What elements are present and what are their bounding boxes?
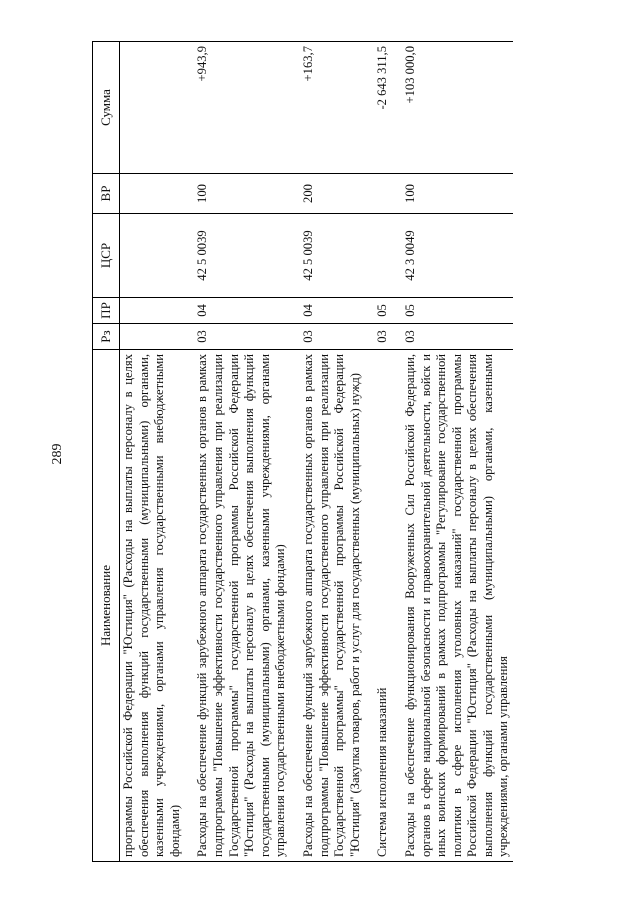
row-vr [374,174,392,214]
table-header [93,42,120,862]
row-sum: -2 643 311,5 [374,42,392,174]
row-csr: 42 3 0049 [402,214,513,298]
row-csr [120,214,185,298]
row-vr: 100 [402,174,513,214]
table-row [374,42,392,862]
row-pr: 05 [374,298,392,324]
row-sum: +103 000,0 [402,42,513,174]
row-rz: 03 [300,324,364,350]
table-row [194,42,290,862]
row-rz [120,324,185,350]
row-vr: 200 [300,174,364,214]
header-vr: ВР [93,174,120,214]
row-rz: 03 [402,324,513,350]
row-sum: +943,9 [194,42,290,174]
row-csr: 42 5 0039 [194,214,290,298]
row-sum [120,42,185,174]
header-pr: ПР [93,298,120,324]
row-vr [120,174,185,214]
row-vr: 100 [194,174,290,214]
row-csr: 42 5 0039 [300,214,364,298]
table-row [402,42,513,862]
row-name: Система исполнения наказаний [374,350,392,862]
row-sum: +163,7 [300,42,364,174]
row-name: Расходы на обеспечение функций зарубежного аппарата государственных органов в рамках подпрограммы "Повышение эффективности государственного управления при реализации Государственной программы" государственной программы Российской Федерации "Юстиция" (Закупка товаров, работ и услуг для государственных (муниципальных) нужд) [300,350,364,862]
row-name: Расходы на обеспечение функций зарубежного аппарата государственных органов в рамках подпрограммы "Повышение эффективности государственного управления при реализации Государственной программы" государственной программы Российской Федерации "Юстиция" (Расходы на выплаты персоналу в целях обеспечения выполнения функций государственными (муниципальными) органами, казенными учреждениями, органами управления государственными внебюджетными фондами) [194,350,290,862]
header-csr: ЦСР [93,214,120,298]
row-csr [374,214,392,298]
row-pr: 05 [402,298,513,324]
row-pr: 04 [300,298,364,324]
document-sheet [92,42,588,862]
header-name: Наименование [93,350,120,862]
header-rz: Рз [93,324,120,350]
row-rz: 03 [194,324,290,350]
page-number: 289 [50,443,65,465]
row-pr [120,298,185,324]
budget-table [92,41,513,862]
table-row [120,42,185,862]
row-pr: 04 [194,298,290,324]
header-sum: Сумма [93,42,120,174]
row-name: программы Российской Федерации "Юстиция" (Расходы на выплаты персоналу в целях обеспечения выполнения функций государственными (муниципальными) органами, казенными учреждениями, органами управления государственными внебюджетными фондами) [120,350,185,862]
table-row [300,42,364,862]
row-rz: 03 [374,324,392,350]
row-name: Расходы на обеспечение функционирования Вооруженных Сил Российской Федерации, органов в сфере национальной безопасности и правоохранительной деятельности, войск и иных воинских формирований в рамках подпрограммы "Регулирование государственной политики в сфере исполнения уголовных наказаний" государственной программы Российской Федерации "Юстиция" (Расходы на выплаты персоналу в целях обеспечения выполнения функций государственными (муниципальными) органами, казенными учреждениями, органами управления [402,350,513,862]
